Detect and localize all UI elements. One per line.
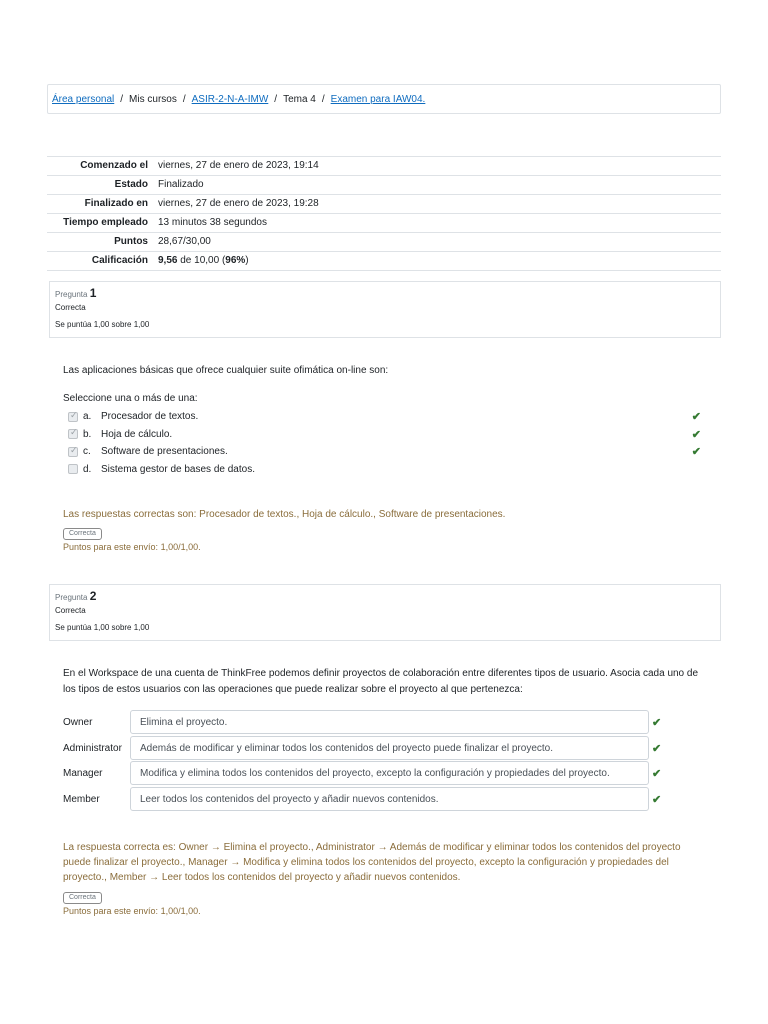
breadcrumb-area-personal[interactable]: Área personal <box>52 93 115 105</box>
answer-letter: d. <box>83 463 92 475</box>
match-select[interactable]: Además de modificar y eliminar todos los contenidos del proyecto puede finalizar el proyecto. <box>130 736 649 760</box>
question-number-line <box>55 286 715 302</box>
match-label: Administrator <box>63 742 122 754</box>
question-grade: Se puntúa 1,00 sobre 1,00 <box>55 320 150 329</box>
summary-value: Finalizado <box>153 176 721 195</box>
question-number: 2 <box>89 589 97 603</box>
question-label: Pregunta <box>55 593 88 602</box>
grade-end: ) <box>245 255 249 266</box>
question-number-line <box>55 589 715 605</box>
question-number: 1 <box>89 286 97 300</box>
answer-option <box>63 408 703 426</box>
grade-middle: de 10,00 ( <box>177 255 226 266</box>
match-row <box>63 710 665 734</box>
question-2-feedback: La respuesta correcta es: Owner → Elimina el proyecto., Administrator → Además de modificar y eliminar todos los contenidos del proyecto puede finalizar el proyecto., Manager → Modifica y elimina todos los contenidos del proyecto, excepto la configuración y propiedades del proyecto., Member → Leer todos los contenidos del proyecto y añadir nuevos contenidos. <box>63 842 681 883</box>
answer-option <box>63 443 703 461</box>
checkbox-checked[interactable] <box>68 429 78 439</box>
match-row <box>63 736 665 760</box>
match-label: Owner <box>63 716 93 728</box>
match-select[interactable]: Elimina el proyecto. <box>130 710 649 734</box>
grade-percent: 96% <box>225 255 246 266</box>
match-select[interactable]: Leer todos los contenidos del proyecto y añadir nuevos contenidos. <box>130 787 649 811</box>
check-icon: ✔ <box>691 411 701 424</box>
match-label: Member <box>63 793 100 805</box>
summary-key: Finalizado en <box>47 195 153 214</box>
check-icon: ✔ <box>691 446 701 459</box>
summary-row <box>47 252 721 271</box>
check-icon: ✔ <box>652 793 662 806</box>
question-state: Correcta <box>55 303 86 312</box>
question-grade: Se puntúa 1,00 sobre 1,00 <box>55 623 150 632</box>
answer-text: Software de presentaciones. <box>101 446 228 458</box>
breadcrumb-mis-cursos: Mis cursos <box>129 93 177 105</box>
question-1-prompt: Seleccione una o más de una: <box>63 393 198 404</box>
answer-option <box>63 461 703 479</box>
summary-row <box>47 195 721 214</box>
breadcrumb-separator: / <box>274 93 278 105</box>
question-1-text: Las aplicaciones básicas que ofrece cualquier suite ofimática on-line son: <box>63 365 389 376</box>
checkbox-checked[interactable] <box>68 447 78 457</box>
question-1-feedback: Las respuestas correctas son: Procesador de textos., Hoja de cálculo., Software de presentaciones. <box>63 509 506 520</box>
checkbox-checked[interactable] <box>68 412 78 422</box>
question-2-points: Puntos para este envío: 1,00/1,00. <box>63 906 201 916</box>
summary-value: viernes, 27 de enero de 2023, 19:28 <box>153 195 721 214</box>
question-state: Correcta <box>55 606 86 615</box>
summary-key: Comenzado el <box>47 157 153 176</box>
attempt-summary-table <box>47 156 721 271</box>
match-select[interactable]: Modifica y elimina todos los contenidos del proyecto, excepto la configuración y propiedades del proyecto. <box>130 761 649 785</box>
check-icon: ✔ <box>652 767 662 780</box>
summary-row <box>47 157 721 176</box>
match-row <box>63 787 665 811</box>
answer-option <box>63 426 703 444</box>
summary-value: 28,67/30,00 <box>153 233 721 252</box>
summary-key: Calificación <box>47 252 153 271</box>
answer-text: Hoja de cálculo. <box>101 428 173 440</box>
answer-letter: c. <box>83 446 91 458</box>
question-2-correct-badge: Correcta <box>63 892 102 904</box>
summary-key: Puntos <box>47 233 153 252</box>
check-icon: ✔ <box>691 428 701 441</box>
breadcrumb <box>47 84 721 114</box>
answer-text: Sistema gestor de bases de datos. <box>101 463 255 475</box>
breadcrumb-course[interactable]: ASIR-2-N-A-IMW <box>191 93 269 105</box>
summary-key: Estado <box>47 176 153 195</box>
check-icon: ✔ <box>652 716 662 729</box>
match-label: Manager <box>63 767 103 779</box>
check-icon: ✔ <box>652 742 662 755</box>
checkbox-unchecked[interactable] <box>68 464 78 474</box>
question-1-info <box>49 281 721 338</box>
breadcrumb-separator: / <box>182 93 186 105</box>
question-1-points: Puntos para este envío: 1,00/1,00. <box>63 542 201 552</box>
match-row <box>63 761 665 785</box>
breadcrumb-separator: / <box>321 93 325 105</box>
summary-value: 13 minutos 38 segundos <box>153 214 721 233</box>
question-2-text: En el Workspace de una cuenta de ThinkFree podemos definir proyectos de colaboración entre diferentes tipos de usuario. Asocia cada uno de los tipos de estos usuarios con las operaciones que puede realizar sobre el proyecto al que pertenezca: <box>63 668 699 695</box>
question-1-answers <box>63 408 703 478</box>
answer-letter: a. <box>83 411 92 423</box>
answer-text: Procesador de textos. <box>101 411 199 423</box>
question-2-info <box>49 584 721 641</box>
question-1-correct-badge: Correcta <box>63 528 102 540</box>
summary-row <box>47 233 721 252</box>
breadcrumb-exam[interactable]: Examen para IAW04. <box>330 93 426 105</box>
summary-row <box>47 176 721 195</box>
summary-row <box>47 214 721 233</box>
answer-letter: b. <box>83 428 92 440</box>
summary-value: viernes, 27 de enero de 2023, 19:14 <box>153 157 721 176</box>
summary-key: Tiempo empleado <box>47 214 153 233</box>
breadcrumb-separator: / <box>120 93 124 105</box>
grade-value: 9,56 <box>158 255 178 266</box>
summary-value <box>153 252 721 271</box>
question-label: Pregunta <box>55 290 88 299</box>
breadcrumb-tema: Tema 4 <box>283 93 316 105</box>
